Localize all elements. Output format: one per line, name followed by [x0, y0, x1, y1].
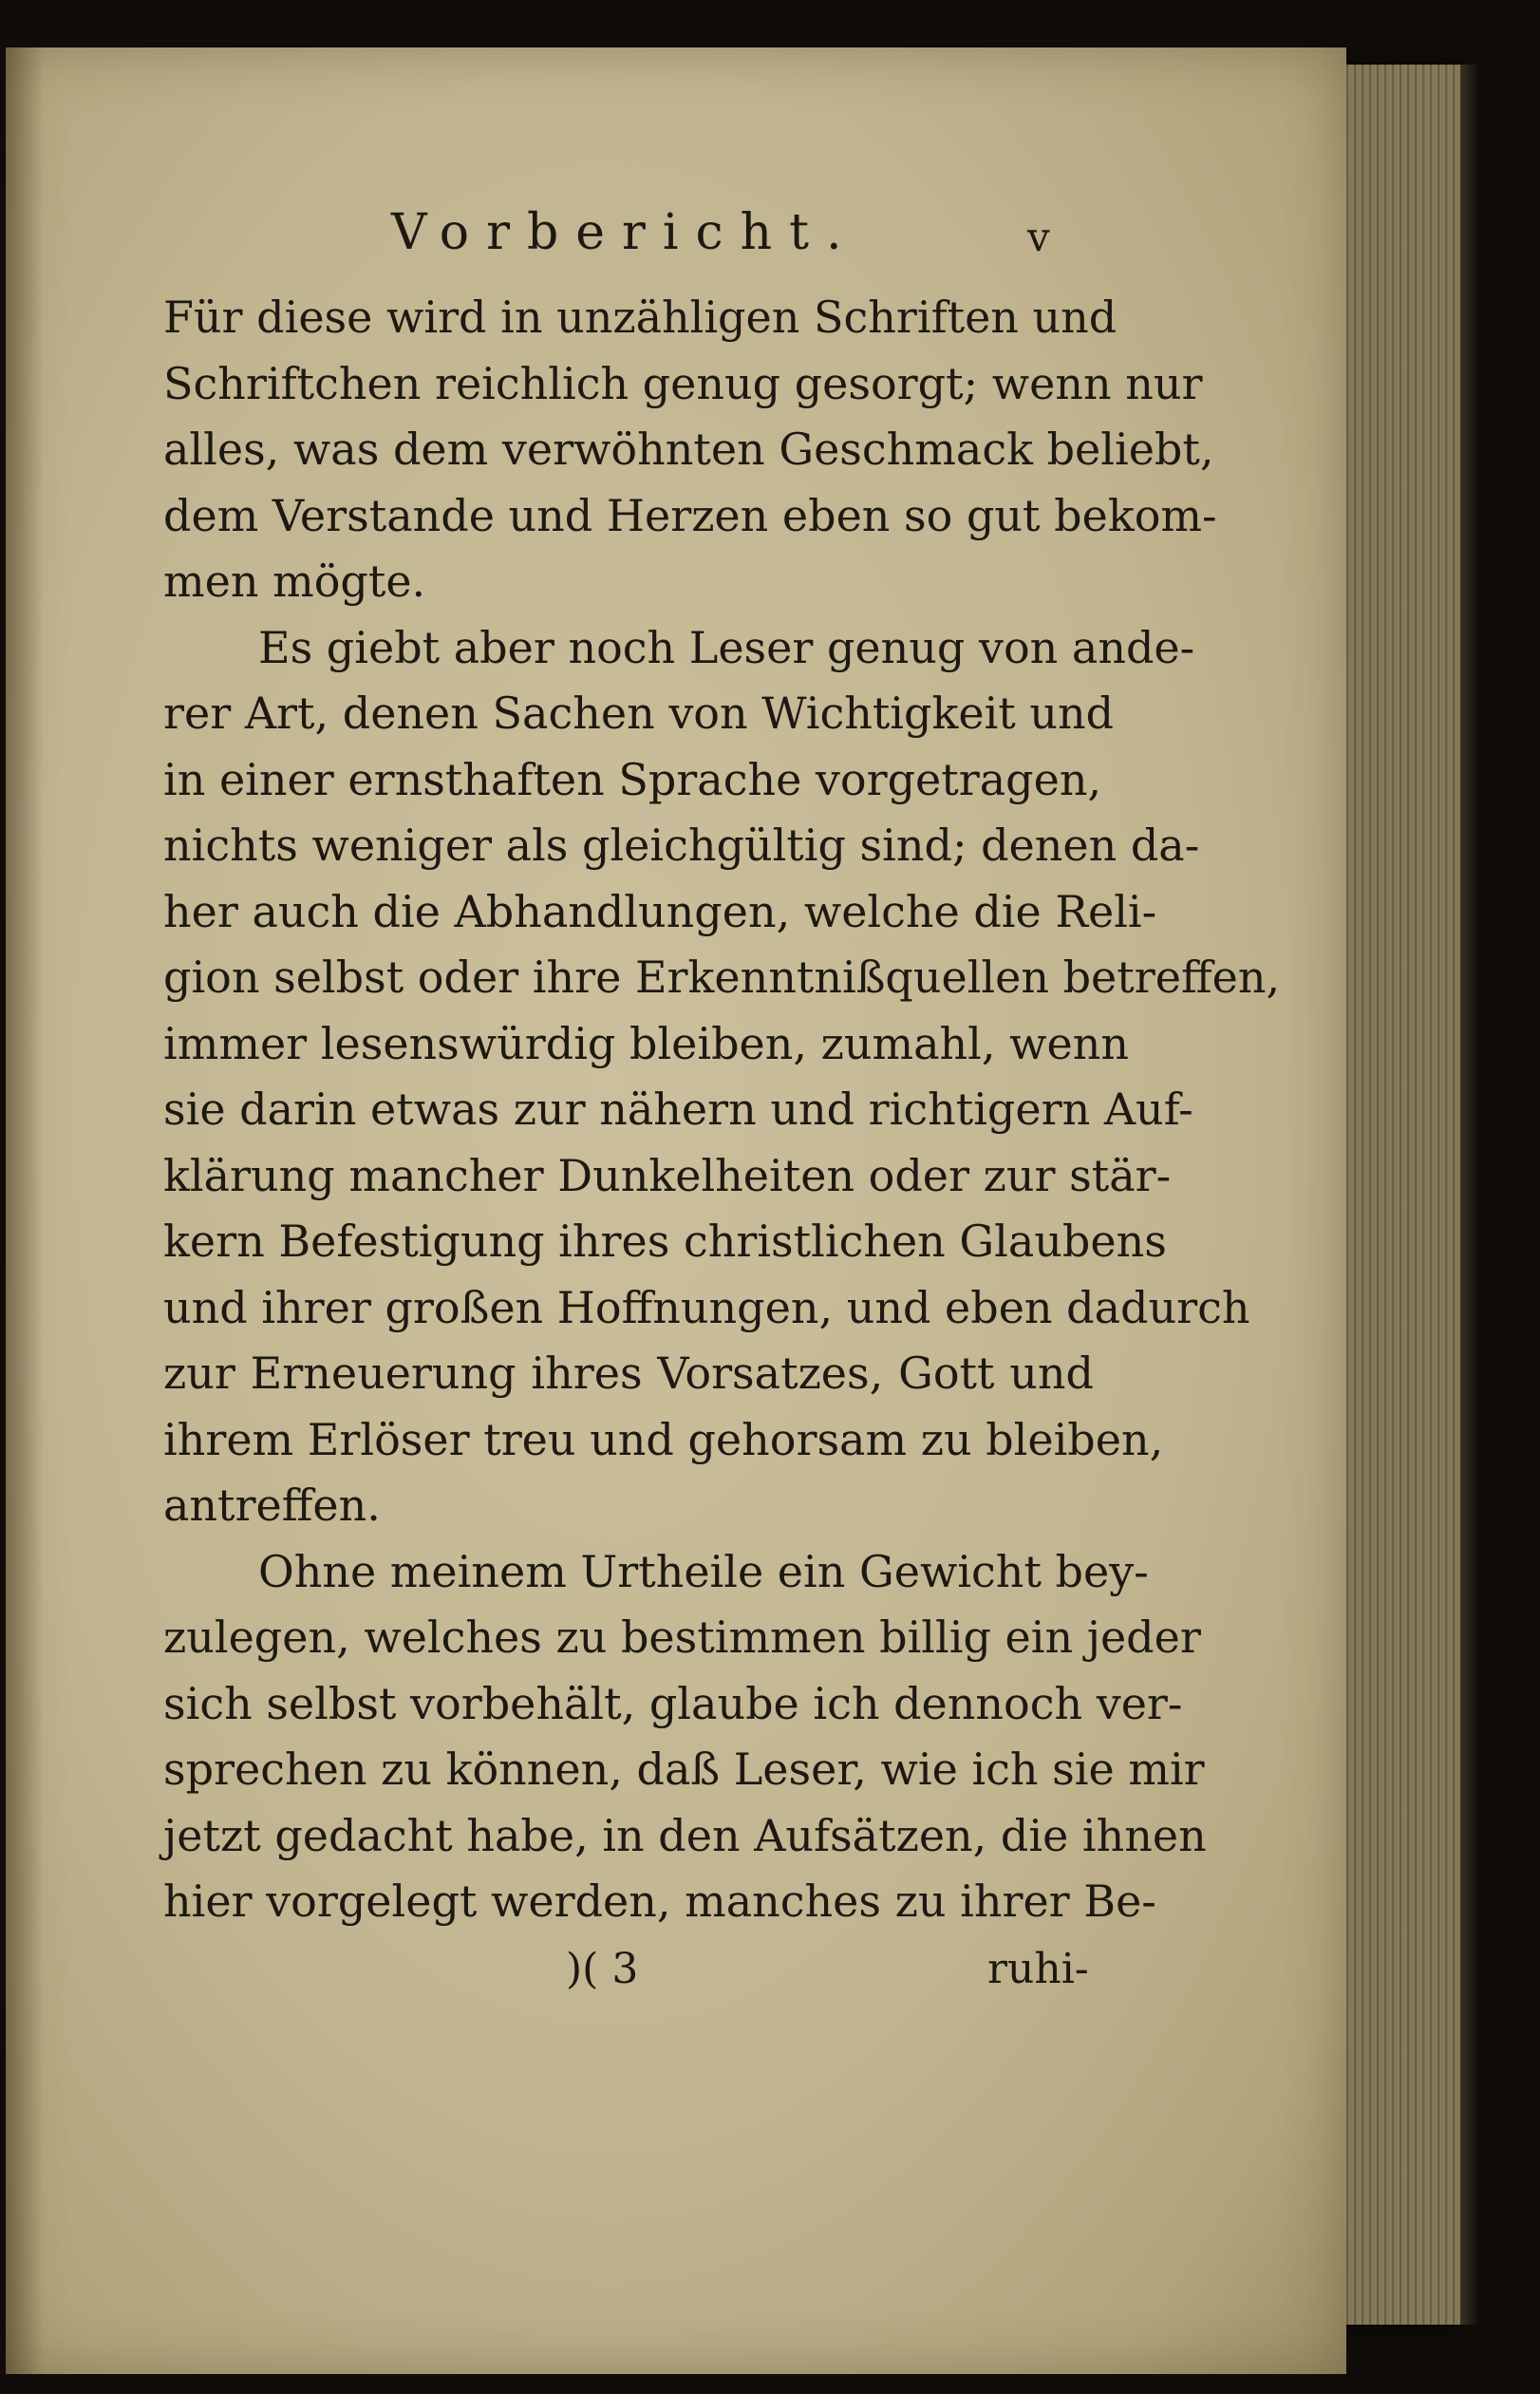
text-line: sprechen zu können, daß Leser, wie ich sie mir	[163, 1744, 1205, 1795]
running-head: Vorbericht.	[391, 204, 859, 261]
catchword: ruhi-	[987, 1944, 1089, 1993]
text-line: Für diese wird in unzähligen Schriften und	[163, 292, 1117, 343]
paragraph-2	[163, 615, 1281, 1539]
page-text-block	[163, 190, 1281, 2002]
page-header	[163, 190, 1094, 285]
text-line: her auch die Abhandlungen, welche die Reli-	[163, 885, 1157, 937]
text-line: Es giebt aber noch Leser genug von ande-	[258, 621, 1195, 673]
text-line: klärung mancher Dunkelheiten oder zur stär-	[163, 1149, 1172, 1201]
text-line: antreffen.	[163, 1480, 381, 1531]
page-number: v	[1027, 214, 1050, 260]
text-line: in einer ernsthaften Sprache vorgetragen,	[163, 753, 1102, 805]
book-edge-shadow	[1460, 65, 1477, 2325]
text-line: men mögte.	[163, 556, 426, 607]
gutter-shadow	[6, 47, 44, 2374]
text-line: ihrem Erlöser treu und gehorsam zu bleiben,	[163, 1413, 1164, 1465]
text-line: gion selbst oder ihre Erkenntnißquellen betreffen,	[163, 952, 1281, 1003]
text-line: hier vorgelegt werden, manches zu ihrer Be-	[163, 1876, 1156, 1927]
text-line: sie darin etwas zur nähern und richtigern Auf-	[163, 1084, 1193, 1135]
paragraph-3	[163, 1539, 1207, 1935]
text-line: alles, was dem verwöhnten Geschmack beliebt,	[163, 424, 1214, 475]
page-footer	[163, 1935, 1094, 2002]
signature-mark: )( 3	[566, 1944, 639, 1993]
paragraph-1	[163, 285, 1217, 615]
text-line: rer Art, denen Sachen von Wichtigkeit und	[163, 688, 1115, 739]
text-line: Schriftchen reichlich genug gesorgt; wenn nur	[163, 357, 1203, 409]
text-line: zur Erneuerung ihres Vorsatzes, Gott und	[163, 1348, 1094, 1399]
text-line: nichts weniger als gleichgültig sind; denen da-	[163, 820, 1200, 871]
text-line: kern Befestigung ihres christlichen Glaubens	[163, 1216, 1167, 1267]
text-line: und ihrer großen Hoffnungen, und eben dadurch	[163, 1281, 1250, 1333]
text-line: immer lesenswürdig bleiben, zumahl, wenn	[163, 1017, 1129, 1069]
text-line: sich selbst vorbehält, glaube ich dennoch ver-	[163, 1677, 1183, 1729]
text-line: zulegen, welches zu bestimmen billig ein jeder	[163, 1612, 1201, 1663]
text-line: jetzt gedacht habe, in den Aufsätzen, die ihnen	[163, 1809, 1207, 1861]
text-line: dem Verstande und Herzen eben so gut bekom-	[163, 489, 1217, 541]
text-line: Ohne meinem Urtheile ein Gewicht bey-	[258, 1545, 1149, 1597]
